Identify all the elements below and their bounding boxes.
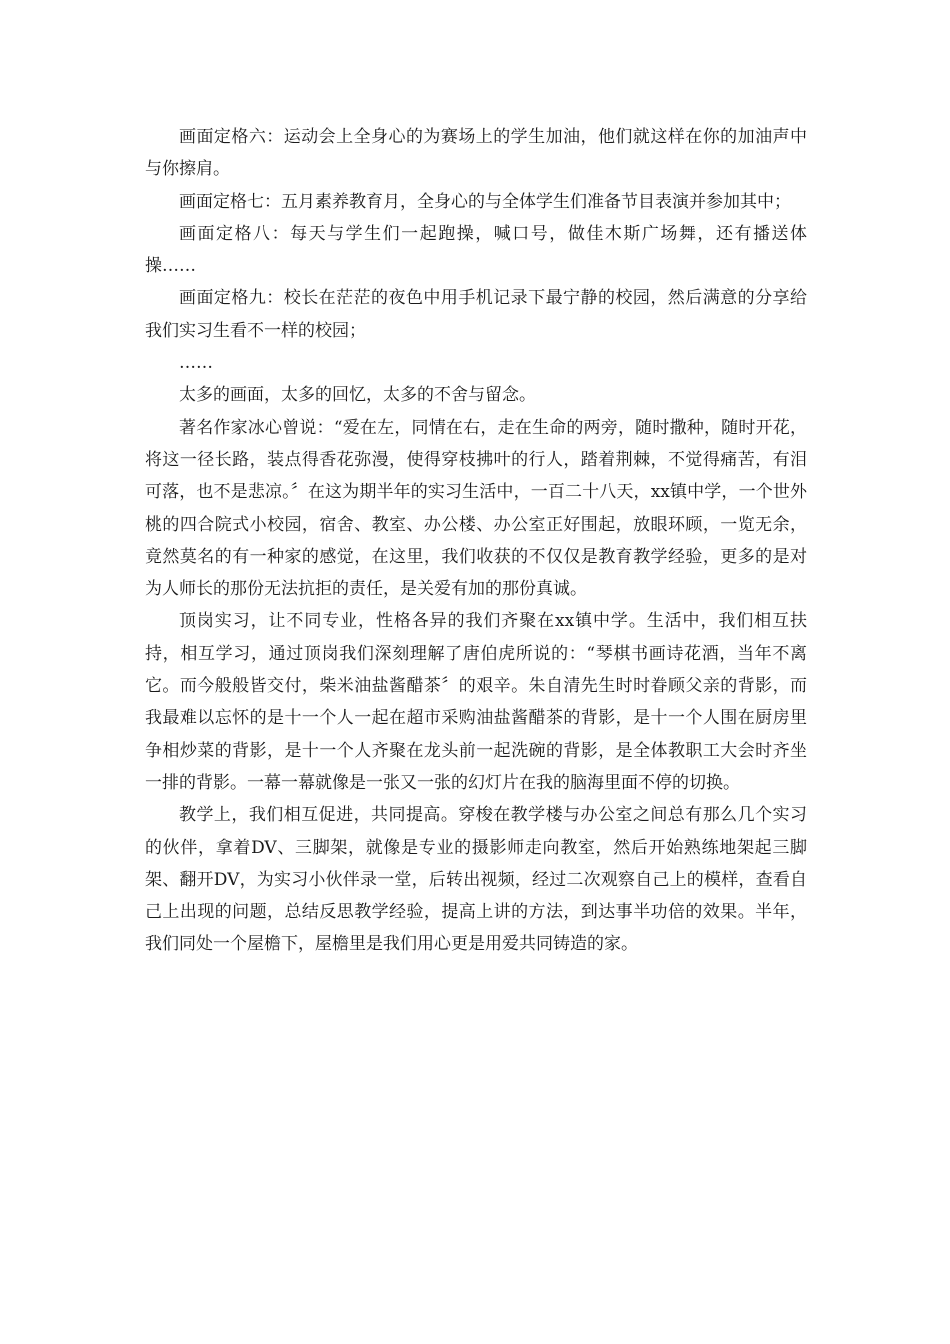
- paragraph-internship-life: 顶岗实习，让不同专业，性格各异的我们齐聚在xx镇中学。生活中，我们相互扶持，相互学习，通过顶岗我们深刻理解了唐伯虎所说的：“琴棋书画诗花酒，当年不离它。而今般般皆交付，柴米油盐酱醋茶〞的艰辛。朱自清先生时时眷顾父亲的背影，而我最难以忘怀的是十一个人一起在超市采购油盐酱醋茶的背影，是十一个人围在厨房里争相炒菜的背影，是十一个人齐聚在龙头前一起洗碗的背影，是全体教职工大会时齐坐一排的背影。一幕一幕就像是一张又一张的幻灯片在我的脑海里面不停的切换。: [145, 611, 807, 793]
- paragraph-frame-nine: 画面定格九：校长在茫茫的夜色中用手机记录下最宁静的校园，然后满意的分享给我们实习生看不一样的校园；: [145, 288, 807, 341]
- paragraph-frame-seven: 画面定格七：五月素养教育月，全身心的与全体学生们准备节目表演并参加其中；: [179, 191, 791, 212]
- paragraph-frame-six: 画面定格六：运动会上全身心的为赛场上的学生加油，他们就这样在你的加油声中与你擦肩。: [145, 127, 807, 180]
- paragraph-ellipsis: ……: [179, 353, 213, 374]
- document-page: [145, 121, 807, 961]
- paragraph-frame-eight: 画面定格八：每天与学生们一起跑操，喊口号，做佳木斯广场舞，还有播送体操……: [145, 223, 807, 277]
- paragraph-bingxin-quote: 著名作家冰心曾说：“爱在左，同情在右，走在生命的两旁，随时撒种，随时开花，将这一径长路，装点得香花弥漫，使得穿枝拂叶的行人，踏着荆棘，不觉得痛苦，有泪可落，也不是悲凉。〞在这为期半年的实习生活中，一百二十八天，xx镇中学，一个世外桃的四合院式小校园，宿舍、教室、办公楼、办公室正好围起，放眼环顾，一览无余，竟然莫名的有一种家的感觉，在这里，我们收获的不仅仅是教育教学经验，更多的是对为人师长的那份无法抗拒的责任，是关爱有加的那份真诚。: [145, 417, 807, 600]
- paragraph-memories: 太多的画面，太多的回忆，太多的不舍与留念。: [179, 385, 536, 406]
- paragraph-teaching: 教学上，我们相互促进，共同提高。穿梭在教学楼与办公室之间总有那么几个实习的伙伴，拿着DV、三脚架，就像是专业的摄影师走向教室，然后开始熟练地架起三脚架、翻开DV，为实习小伙伴录一堂，后转出视频，经过二次观察自己上的模样，查看自己上出现的问题，总结反思教学经验，提高上讲的方法，到达事半功倍的效果。半年，我们同处一个屋檐下，屋檐里是我们用心更是用爱共同铸造的家。: [145, 805, 807, 955]
